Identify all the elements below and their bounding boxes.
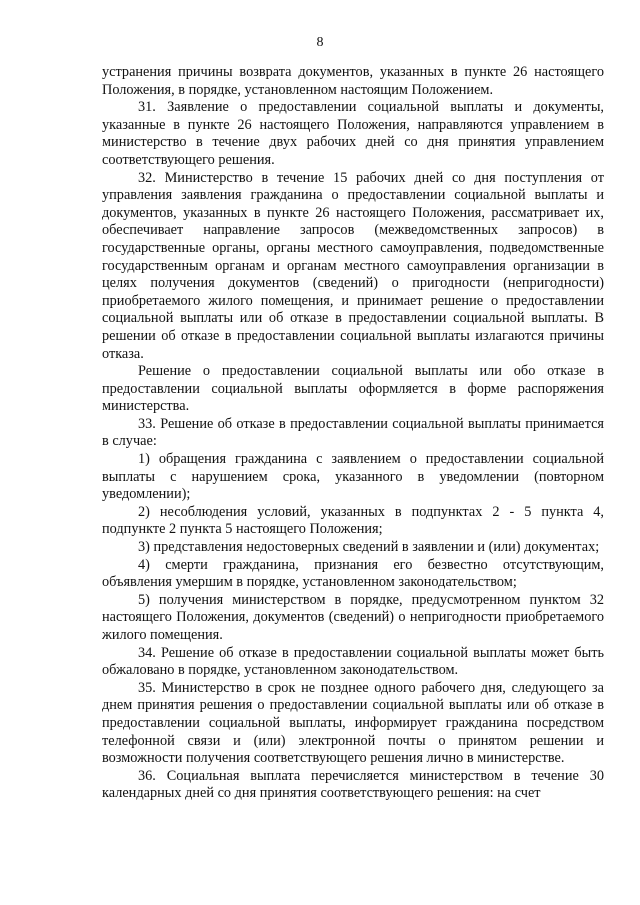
paragraph: 32. Министерство в течение 15 рабочих дней со дня поступления от управления заявления гражданина о предоставлении социальной выплаты и документов, указанных в пункте 26 настоящего Положения, рассматривает их, обеспечивает направление запросов (межведомственных запросов) в государственные органы, органы местного самоуправления, подведомственные государственным органам и органам местного самоуправления организации в целях получения документов (сведений) о пригодности (непригодности) приобретаемого жилого помещения, и принимает решение о предоставлении социальной выплаты или об отказе в предоставлении социальной выплаты. В решении об отказе в предоставлении социальной выплаты излагаются причины отказа. xyxy=(102,169,604,362)
paragraph: 31. Заявление о предоставлении социальной выплаты и документы, указанные в пункте 26 настоящего Положения, направляются управлением в министерство в течение двух рабочих дней со дня принятия управлением соответствующего решения. xyxy=(102,99,604,168)
paragraph: устранения причины возврата документов, указанных в пункте 26 настоящего Положения, в порядке, установленном настоящим Положением. xyxy=(102,64,604,98)
list-item: 1) обращения гражданина с заявлением о предоставлении социальной выплаты с нарушением срока, указанного в уведомлении (повторном уведомлении); xyxy=(102,451,604,503)
paragraph: 35. Министерство в срок не позднее одного рабочего дня, следующего за днем принятия решения о предоставлении социальной выплаты или об отказе в предоставлении социальной выплаты, информирует гражданина посредством телефонной связи и (или) электронной почты о принятом решении и возможности получения соответствующего решения лично в министерстве. xyxy=(102,679,604,767)
page-number: 8 xyxy=(316,35,324,50)
paragraph: 34. Решение об отказе в предоставлении социальной выплаты может быть обжаловано в порядке, установленном законодательством. xyxy=(102,644,604,679)
list-item: 4) смерти гражданина, признания его безвестно отсутствующим, объявления умершим в порядке, установленном законодательством; xyxy=(102,556,604,591)
paragraph: 33. Решение об отказе в предоставлении социальной выплаты принимается в случае: xyxy=(102,415,604,450)
list-item: 3) представления недостоверных сведений в заявлении и (или) документах; xyxy=(138,539,600,556)
document-body xyxy=(102,64,604,803)
paragraph: 36. Социальная выплата перечисляется министерством в течение 30 календарных дней со дня принятия соответствующего решения: на счет xyxy=(102,767,604,802)
paragraph: Решение о предоставлении социальной выплаты или обо отказе в предоставлении социальной выплаты оформляется в форме распоряжения министерства. xyxy=(102,363,604,415)
list-item: 2) несоблюдения условий, указанных в подпунктах 2 - 5 пункта 4, подпункте 2 пункта 5 настоящего Положения; xyxy=(102,503,604,538)
list-item: 5) получения министерством в порядке, предусмотренном пунктом 32 настоящего Положения, документов (сведений) о непригодности приобретаемого жилого помещения. xyxy=(102,591,604,643)
